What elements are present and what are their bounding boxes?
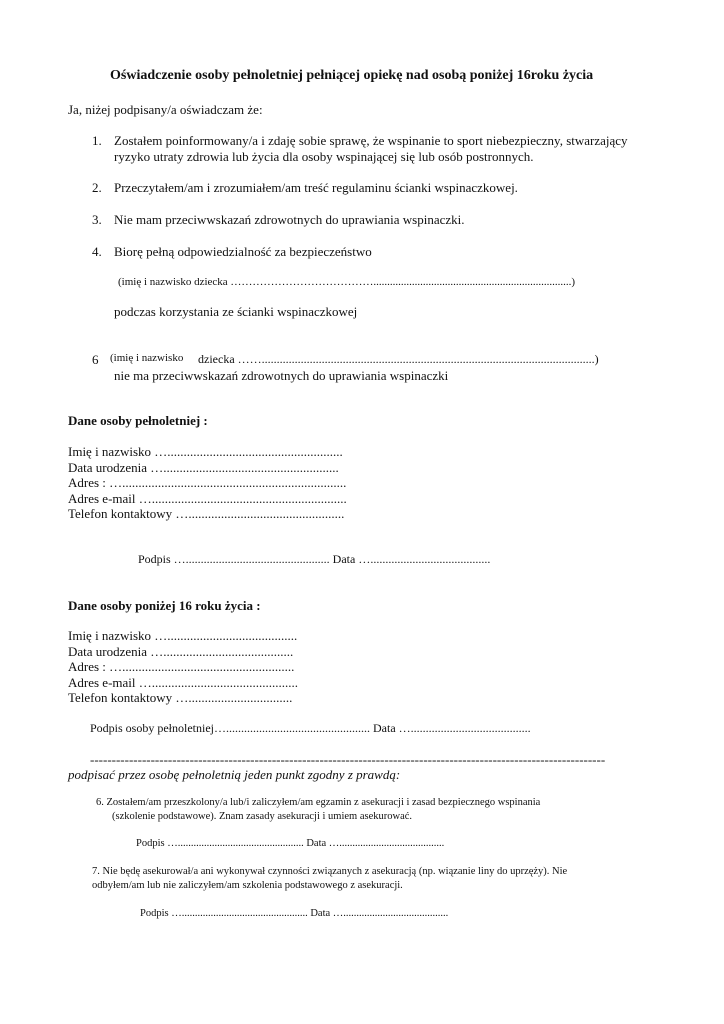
item-4-tail-text: podczas korzystania ze ścianki wspinaczkowej bbox=[114, 304, 358, 319]
option-6-signature-date-line: Podpis …................................................ Data …........................................ bbox=[136, 838, 445, 849]
item-4-text: Biorę pełną odpowiedzialność za bezpieczeństwo bbox=[114, 244, 372, 259]
minor-name-field: Imię i nazwisko …........................................ bbox=[68, 628, 298, 643]
item-6-prefix: (imię i nazwisko bbox=[110, 352, 184, 364]
adult-email-field: Adres e-mail …............................................................ bbox=[68, 491, 347, 506]
item-3-number: 3. bbox=[92, 212, 102, 227]
item-6-child-name-field: dziecka ……...............................................................................................................) bbox=[198, 352, 599, 366]
adult-address-field: Adres : …..................................................................... bbox=[68, 475, 347, 490]
minor-email-field: Adres e-mail …............................................. bbox=[68, 675, 299, 690]
item-6-number: 6 bbox=[92, 352, 99, 367]
item-4-number: 4. bbox=[92, 244, 102, 259]
item-1-text-line1: Zostałem poinformowany/a i zdaję sobie sprawę, że wspinanie to sport niebezpieczny, stwarzający bbox=[114, 133, 628, 148]
adult-section-heading: Dane osoby pełnoletniej : bbox=[68, 413, 208, 428]
page-title: Oświadczenie osoby pełnoletniej pełniącej opiekę nad osobą poniżej 16roku życia bbox=[110, 68, 594, 83]
option-6-line2: (szkolenie podstawowe). Znam zasady asekuracji i umiem asekurować. bbox=[112, 811, 413, 822]
item-2-text: Przeczytałem/am i zrozumiałem/am treść regulaminu ścianki wspinaczkowej. bbox=[114, 180, 518, 195]
adult-signature-date-line: Podpis …................................................ Data …........................................ bbox=[138, 552, 491, 566]
item-1-number: 1. bbox=[92, 133, 102, 148]
minor-address-field: Adres : …..................................................... bbox=[68, 659, 295, 674]
adult-name-field: Imię i nazwisko …...................................................... bbox=[68, 444, 343, 459]
minor-signature-date-line: Podpis osoby pełnoletniej…................................................ Data …........................................ bbox=[90, 721, 531, 735]
item-6-tail-text: nie ma przeciwwskazań zdrowotnych do uprawiania wspinaczki bbox=[114, 368, 449, 383]
option-7-line1: 7. Nie będę asekurował/a ani wykonywał czynności związanych z asekuracją (np. wiązanie liny do uprzęży). Nie bbox=[92, 866, 568, 877]
option-7-line2: odbyłem/am lub nie zaliczyłem/am szkolenia podstawowego z asekuracji. bbox=[92, 880, 403, 891]
item-2-number: 2. bbox=[92, 180, 102, 195]
minor-section-heading: Dane osoby poniżej 16 roku życia : bbox=[68, 598, 261, 613]
adult-birthdate-field: Data urodzenia …...................................................... bbox=[68, 460, 339, 475]
item-4-child-name-field: (imię i nazwisko dziecka …………………………………........................................................................) bbox=[118, 276, 576, 288]
option-7-signature-date-line: Podpis …................................................ Data …........................................ bbox=[140, 908, 449, 919]
intro-text: Ja, niżej podpisany/a oświadczam że: bbox=[68, 102, 263, 117]
minor-birthdate-field: Data urodzenia …........................................ bbox=[68, 644, 294, 659]
instruction-text: podpisać przez osobę pełnoletnią jeden punkt zgodny z prawdą: bbox=[68, 767, 401, 782]
item-1-text-line2: ryzyko utraty zdrowia lub życia dla osoby wspinającej się lub osób postronnych. bbox=[114, 149, 534, 164]
item-3-text: Nie mam przeciwwskazań zdrowotnych do uprawiania wspinaczki. bbox=[114, 212, 465, 227]
adult-phone-field: Telefon kontaktowy …................................................ bbox=[68, 506, 345, 521]
minor-phone-field: Telefon kontaktowy …................................ bbox=[68, 690, 293, 705]
option-6-line1: 6. Zostałem/am przeszkolony/a lub/i zaliczyłem/am egzamin z asekuracji i zasad bezpiecznego wspinania bbox=[96, 797, 541, 808]
section-separator: ----------------------------------------------------------------------------------------------------------------------- bbox=[90, 752, 606, 767]
